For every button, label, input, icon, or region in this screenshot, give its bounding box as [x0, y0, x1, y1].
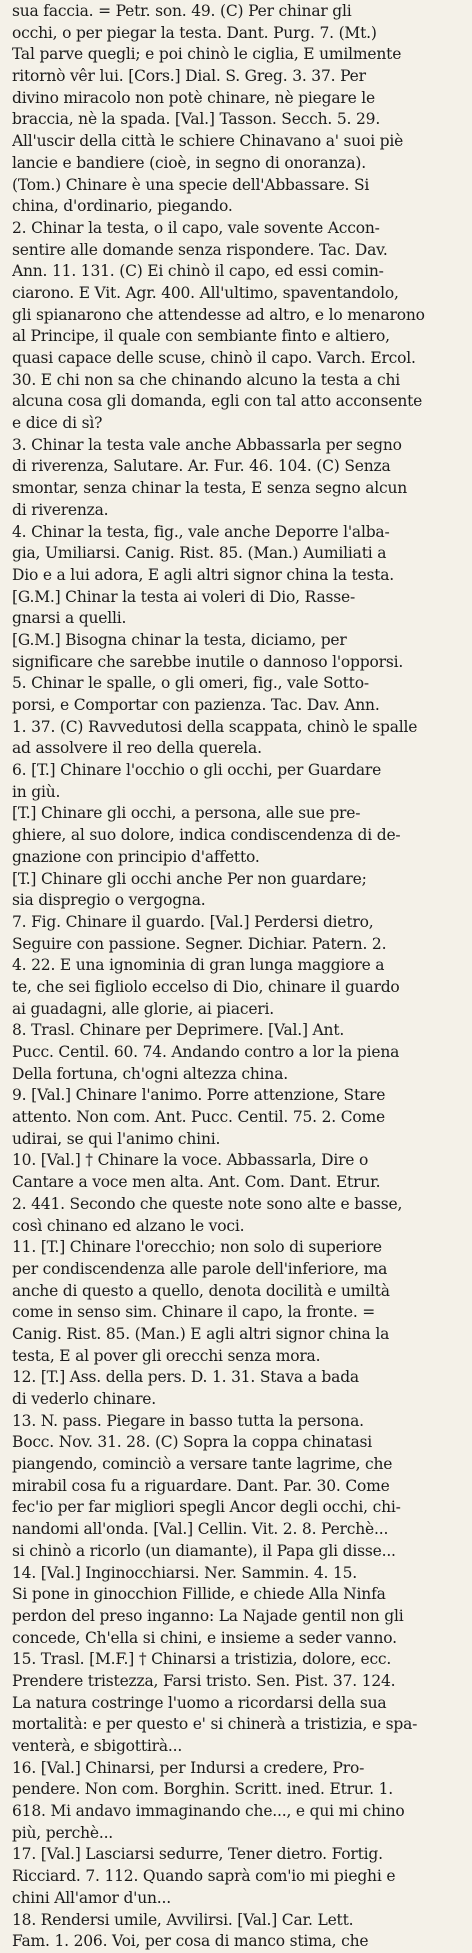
text-line: di riverenza, Salutare. Ar. Fur. 46. 104. (C) Senza	[12, 457, 391, 476]
text-line: porsi, e Comportar con pazienza. Tac. Dav. Ann.	[12, 696, 380, 714]
text-line: ai guadagni, alle glorie, ai piaceri.	[12, 999, 275, 1018]
text-line: in giù.	[12, 782, 61, 801]
text-line: 13. N. pass. Piegare in basso tutta la persona.	[12, 1411, 364, 1430]
text-line: alcuna cosa gli domanda, egli con tal atto acconsente	[12, 392, 423, 411]
text-line: [T.] Chinare gli occhi, a persona, alle sue pre-	[12, 804, 361, 823]
text-line: smontar, senza chinar la testa, E senza segno alcun	[12, 479, 408, 498]
text-line: 9. [Val.] Chinare l'animo. Porre attenzione, Stare	[12, 1086, 386, 1105]
text-line: ghiere, al suo dolore, indica condiscendenza di de-	[12, 826, 401, 845]
text-line: ad assolvere il reo della querela.	[12, 739, 262, 758]
text-line: come in senso sim. Chinare il capo, la fronte. =	[12, 1303, 376, 1322]
text-line: 4. 22. E una ignominia di gran lunga maggiore a	[12, 956, 385, 975]
text-line: gnazione con principio d'affetto.	[12, 847, 260, 866]
text-line: Fam. 1. 206. Voi, per cosa di manco stima, che	[12, 1932, 369, 1951]
text-line: chini All'amor d'un...	[12, 1888, 171, 1907]
text-line: gli spianarono che attendesse ad altro, e lo menarono	[12, 305, 425, 324]
text-line: Prendere tristezza, Farsi tristo. Sen. Pist. 37. 124.	[12, 1671, 396, 1690]
text-line: 4. Chinar la testa, fig., vale anche Deporre l'alba-	[12, 522, 390, 541]
text-line: 5. Chinar le spalle, o gli omeri, fig., vale Sotto-	[12, 674, 369, 693]
text-line: sua faccia. = Petr. son. 49. (C) Per chinar gli	[12, 2, 352, 20]
text-line: braccia, nè la spada. [Val.] Tasson. Secch. 5. 29.	[12, 110, 381, 129]
text-line: sia dispregio o vergogna.	[12, 891, 206, 910]
text-line: Della fortuna, ch'ogni altezza china.	[12, 1064, 288, 1083]
text-line: occhi, o per piegar la testa. Dant. Purg. 7. (Mt.)	[12, 23, 377, 42]
text-line: [T.] Chinare gli occhi anche Per non guardare;	[12, 869, 367, 888]
text-line: Pucc. Centil. 60. 74. Andando contro a lor la piena	[12, 1043, 400, 1061]
text-line: piangendo, cominciò a versare tante lagrime, che	[12, 1455, 393, 1474]
text-line: Canig. Rist. 85. (Man.) E agli altri signor china la	[12, 1324, 390, 1343]
text-line: divino miracolo non potè chinare, nè piegare le	[12, 88, 375, 107]
text-line: così chinano ed alzano le voci.	[12, 1216, 245, 1235]
text-line: 18. Rendersi umile, Avvilirsi. [Val.] Car. Lett.	[12, 1910, 354, 1929]
text-line: 30. E chi non sa che chinando alcuno la testa a chi	[12, 370, 401, 389]
text-line: 3. Chinar la testa vale anche Abbassarla per segno	[12, 435, 402, 454]
text-line: Cantare a voce men alta. Ant. Com. Dant. Etrur.	[12, 1173, 381, 1192]
text-line: nandomi all'onda. [Val.] Cellin. Vit. 2. 8. Perchè...	[12, 1520, 389, 1539]
text-line: Bocc. Nov. 31. 28. (C) Sopra la coppa chinatasi	[12, 1433, 373, 1452]
text-line: ritornò vêr lui. [Cors.] Dial. S. Greg. 3. 37. Per	[12, 67, 366, 86]
text-line: sentire alle domande senza rispondere. Tac. Dav.	[12, 240, 388, 259]
text-line: 6. [T.] Chinare l'occhio o gli occhi, per Guardare	[12, 761, 382, 780]
text-line: china, d'ordinario, piegando.	[12, 197, 233, 216]
text-line: 7. Fig. Chinare il guardo. [Val.] Perdersi dietro,	[12, 912, 374, 931]
text-line: udirai, se qui l'animo chini.	[12, 1129, 221, 1148]
text-line: 2. Chinar la testa, o il capo, vale sovente Accon-	[12, 218, 380, 237]
text-line: di riverenza.	[12, 500, 109, 519]
text-line: (Tom.) Chinare è una specie dell'Abbassare. Si	[12, 175, 370, 194]
text-line: te, che sei figliolo eccelso di Dio, chinare il guardo	[12, 977, 400, 996]
text-line: Ann. 11. 131. (C) Ei chinò il capo, ed essi comin-	[12, 262, 384, 281]
text-line: e dice di sì?	[12, 414, 103, 433]
text-line: [G.M.] Bisogna chinar la testa, diciamo, per	[12, 630, 347, 649]
text-line: 15. Trasl. [M.F.] † Chinarsi a tristizia, dolore, ecc.	[12, 1650, 392, 1669]
text-line: 10. [Val.] † Chinare la voce. Abbassarla, Dire o	[12, 1151, 369, 1170]
text-line: Tal parve quegli; e poi chinò le ciglia, E umilmente	[12, 45, 402, 64]
text-line: 14. [Val.] Inginocchiarsi. Ner. Sammin. 4. 15.	[12, 1563, 358, 1582]
text-line: 11. [T.] Chinare l'orecchio; non solo di superiore	[12, 1238, 382, 1257]
text-line: pendere. Non com. Borghin. Scritt. ined. Etrur. 1.	[12, 1780, 393, 1799]
text-line: Seguire con passione. Segner. Dichiar. Patern. 2.	[12, 934, 387, 953]
text-line: più, perchè...	[12, 1823, 114, 1842]
text-line: significare che sarebbe inutile o dannoso l'opporsi.	[12, 652, 404, 671]
text-line: 2. 441. Secondo che queste note sono alte e basse,	[12, 1194, 403, 1213]
text-line: 8. Trasl. Chinare per Deprimere. [Val.] Ant.	[12, 1021, 345, 1040]
text-line: quasi capace delle scuse, chinò il capo. Varch. Ercol.	[12, 349, 416, 367]
text-line: Ricciard. 7. 112. Quando saprà com'io mi pieghi e	[12, 1867, 396, 1886]
text-line: lancie e bandiere (cioè, in segno di onoranza).	[12, 153, 366, 172]
text-line: anche di questo a quello, denota docilità e umiltà	[12, 1281, 390, 1300]
text-line: Si pone in ginocchion Fillide, e chiede Alla Ninfa	[12, 1585, 386, 1604]
text-line: si chinò a ricorlo (un diamante), il Papa gli disse...	[12, 1541, 396, 1560]
text-line: 16. [Val.] Chinarsi, per Indursi a credere, Pro-	[12, 1758, 365, 1777]
text-line: 1. 37. (C) Ravvedutosi della scappata, chinò le spalle	[12, 717, 418, 736]
text-line: al Principe, il quale con sembiante finto e altiero,	[12, 327, 390, 346]
text-line: fec'io per far migliori spegli Ancor degli occhi, chi-	[12, 1498, 401, 1517]
text-line: testa, E al pover gli orecchi senza mora.	[12, 1346, 321, 1365]
text-line: 618. Mi andavo immaginando che..., e qui mi chino	[12, 1802, 405, 1821]
text-line: All'uscir della città le schiere Chinavano a' suoi piè	[12, 132, 404, 151]
text-line: mortalità: e per questo e' si chinerà a tristizia, e spa-	[12, 1715, 418, 1734]
text-line: Dio e a lui adora, E agli altri signor china la testa.	[12, 565, 395, 584]
text-line: ciarono. E Vit. Agr. 400. All'ultimo, spaventandolo,	[12, 283, 399, 302]
text-line: attento. Non com. Ant. Pucc. Centil. 75. 2. Come	[12, 1108, 386, 1127]
text-line: concede, Ch'ella si chini, e insieme a seder vanno.	[12, 1628, 397, 1647]
text-line: per condiscendenza alle parole dell'inferiore, ma	[12, 1259, 388, 1278]
text-line: 12. [T.] Ass. della pers. D. 1. 31. Stava a bada	[12, 1368, 359, 1387]
text-line: 17. [Val.] Lasciarsi sedurre, Tener dietro. Fortig.	[12, 1845, 383, 1864]
text-line: La natura costringe l'uomo a ricordarsi della sua	[12, 1693, 387, 1712]
text-line: di vederlo chinare.	[12, 1390, 157, 1408]
text-line: mirabil cosa fu a riguardare. Dant. Par. 30. Come	[12, 1476, 390, 1495]
text-line: gia, Umiliarsi. Canig. Rist. 85. (Man.) Aumiliati a	[12, 544, 387, 563]
text-line: venterà, e sbigottirà...	[12, 1737, 183, 1755]
text-line: [G.M.] Chinar la testa ai voleri di Dio, Rasse-	[12, 587, 356, 606]
text-line: perdon del preso inganno: La Najade gentil non gli	[12, 1606, 404, 1625]
text-line: gnarsi a quelli.	[12, 609, 127, 628]
